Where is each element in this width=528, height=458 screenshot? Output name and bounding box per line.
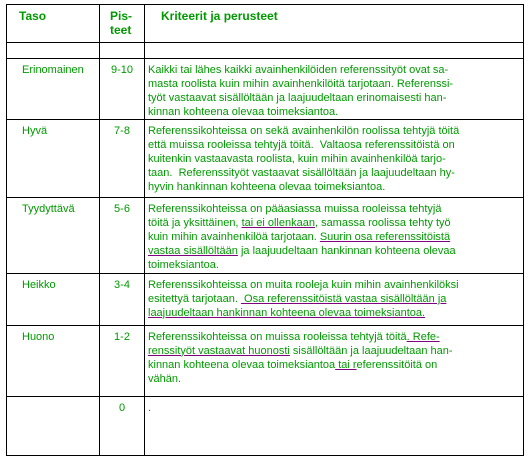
tracked-change-text: Osa referenssitöistä vastaa sisällöltään ja <box>240 292 447 305</box>
criteria-segment: työt vastaavat sisällöltään ja laajuudeltaan erinomaisesti han- <box>148 91 447 104</box>
tracked-change-text: vastaa sisällöltään <box>148 245 238 258</box>
criteria-line <box>148 105 517 119</box>
criteria-document <box>6 4 524 456</box>
criteria-line <box>148 358 517 372</box>
criteria-text <box>145 273 524 325</box>
tracked-change-text: tai ei ollenkaan <box>241 217 315 230</box>
criteria-segment: taan. Referenssityöt vastaavat sisällöltään ja laajuudeltaan hy- <box>148 167 455 180</box>
level-name: Hyvä <box>7 120 100 198</box>
points-value: 0 <box>100 397 145 456</box>
criteria-segment: Referenssikohteissa on muissa rooleissa tehtyjä töitä <box>148 330 407 343</box>
criteria-text <box>145 120 524 198</box>
criteria-line <box>148 244 517 258</box>
criteria-segment: masta roolista kuin mihin avainhenkilöitä tarjotaan. Referenssi- <box>148 77 454 90</box>
criteria-segment: töitä ja yksittäinen, <box>148 217 242 230</box>
criteria-text <box>145 58 524 120</box>
criteria-segment: että muissa rooleissa tehtyjä töitä. Valtaosa referenssitöistä on <box>148 139 455 152</box>
criteria-line <box>148 63 517 77</box>
criteria-segment: Referenssikohteissa on muita rooleja kuin mihin avainhenkilöksi <box>148 278 459 291</box>
spacer-row <box>7 43 524 58</box>
tracked-change-text: Suurin osa referenssitöistä <box>319 231 451 244</box>
criteria-line <box>148 77 517 91</box>
level-name: Heikko <box>7 273 100 325</box>
criteria-segment: Referenssikohteissa on pääasiassa muissa rooleissa tehtyjä <box>148 203 442 216</box>
spacer-cell <box>145 43 524 58</box>
criteria-row <box>7 120 524 198</box>
criteria-line <box>148 258 517 272</box>
criteria-segment: kinnan kohteena olevaa toimeksiantoa. <box>148 105 339 118</box>
tracked-change-text: . Refe- <box>406 330 440 343</box>
criteria-line <box>148 306 517 320</box>
points-value: 9-10 <box>100 58 145 120</box>
criteria-line <box>148 230 517 244</box>
criteria-segment: kuitenkin vastaavasta roolista, kuin mihin avainhenkilöä tarjo- <box>148 153 446 166</box>
level-name: Tyydyttävä <box>7 198 100 274</box>
header-pisteet <box>100 5 145 43</box>
criteria-line <box>148 401 517 415</box>
criteria-row <box>7 273 524 325</box>
criteria-segment: ja laajuudeltaan hankinnan kohteena olevaa <box>237 245 456 258</box>
level-name <box>7 397 100 456</box>
level-name: Erinomainen <box>7 58 100 120</box>
criteria-segment: vähän. <box>148 372 182 385</box>
criteria-line <box>148 202 517 216</box>
criteria-line <box>148 152 517 166</box>
criteria-row <box>7 325 524 397</box>
criteria-line <box>148 372 517 386</box>
criteria-text <box>145 325 524 397</box>
criteria-row <box>7 58 524 120</box>
criteria-text <box>145 397 524 456</box>
criteria-line <box>148 278 517 292</box>
header-kriteerit: Kriteerit ja perusteet <box>145 5 524 43</box>
criteria-line <box>148 91 517 105</box>
criteria-line <box>148 180 517 194</box>
criteria-row <box>7 198 524 274</box>
tracked-change-text: laajuudeltaan hankinnan kohteena olevaa toimeksiantoa. <box>148 306 426 319</box>
criteria-segment: esitettyä tarjotaan. <box>148 292 241 305</box>
criteria-segment: Referenssikohteissa on sekä avainhenkilön roolissa tehtyjä töitä <box>148 125 460 138</box>
points-value: 5-6 <box>100 198 145 274</box>
spacer-cell <box>7 43 100 58</box>
criteria-segment: . <box>148 402 152 415</box>
spacer-cell <box>100 43 145 58</box>
criteria-row <box>7 397 524 456</box>
header-taso: Taso <box>7 5 100 43</box>
criteria-segment: kinnan kohteena olevaa toimeksiantoa <box>148 358 336 371</box>
header-pisteet-line1: Pis- <box>110 9 133 23</box>
header-row <box>7 5 524 43</box>
criteria-line <box>148 216 517 230</box>
criteria-line <box>148 166 517 180</box>
tracked-change-text: tai r <box>335 358 357 371</box>
criteria-text <box>145 198 524 274</box>
criteria-segment: sisällöltään ja laajuudeltaan han- <box>289 344 453 357</box>
header-pisteet-line2: teet <box>110 23 132 37</box>
criteria-line <box>148 330 517 344</box>
criteria-line <box>148 124 517 138</box>
criteria-segment: Kaikki tai lähes kaikki avainhenkilöiden referenssityöt ovat sa- <box>148 63 449 76</box>
points-value: 1-2 <box>100 325 145 397</box>
points-value: 7-8 <box>100 120 145 198</box>
points-value: 3-4 <box>100 273 145 325</box>
criteria-segment: toimeksiantoa. <box>148 259 219 272</box>
criteria-segment: , samassa roolissa tehty työ <box>314 217 451 230</box>
criteria-table <box>6 4 524 456</box>
criteria-segment: kuin mihin avainhenkilöä tarjotaan. <box>148 231 320 244</box>
criteria-segment: hyvin hankinnan kohteena olevaa toimeksiantoa. <box>148 181 386 194</box>
criteria-line <box>148 344 517 358</box>
tracked-change-text: renssityöt vastaavat huonosti <box>148 344 290 357</box>
criteria-rows <box>7 58 524 455</box>
criteria-line <box>148 292 517 306</box>
criteria-line <box>148 138 517 152</box>
criteria-segment: eferenssitöitä on <box>356 358 438 371</box>
level-name: Huono <box>7 325 100 397</box>
